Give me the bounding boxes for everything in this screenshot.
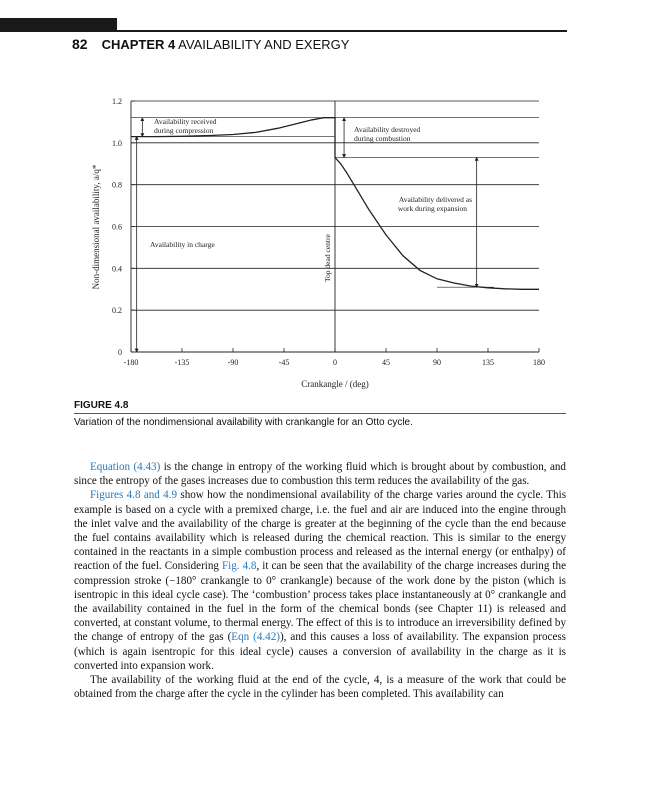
- paragraph-1: Equation (4.43) is the change in entropy of the working fluid which is brought about by combustion, and since the entropy of the gases increases due to combustion this term reduces the availability of the gas.: [74, 461, 566, 488]
- annot-delivered-line1: Availability delivered as: [398, 195, 472, 204]
- x-tick-label: -45: [278, 358, 290, 367]
- x-tick-label: 90: [433, 358, 441, 367]
- x-tick-label: 0: [333, 358, 337, 367]
- figure-caption: Variation of the nondimensional availability with crankangle for an Otto cycle.: [74, 417, 413, 428]
- page-number: 82: [72, 36, 88, 52]
- annot-delivered-line2: work during expansion: [397, 204, 467, 213]
- x-tick-label: -90: [227, 358, 239, 367]
- body-text: [74, 460, 566, 701]
- annot-destroyed-line2: during combustion: [354, 134, 411, 143]
- y-tick-label: 0.2: [112, 306, 122, 316]
- x-axis-label: Crankangle / (deg): [301, 379, 369, 389]
- annot-compression-line2: during compression: [154, 126, 214, 135]
- chart-ticks: [112, 97, 545, 367]
- chapter-label: CHAPTER 4: [101, 37, 176, 52]
- annot-compression-line1: Availability received: [154, 117, 217, 126]
- figure-label: FIGURE 4.8: [74, 400, 129, 411]
- annot-charge: Availability in charge: [150, 240, 215, 249]
- y-tick-label: 0.4: [112, 264, 122, 274]
- x-tick-label: -135: [174, 358, 190, 367]
- x-tick-label: -180: [123, 358, 139, 367]
- eqn-link[interactable]: Eqn (4.42): [231, 631, 280, 644]
- tdc-label: Top dead centre: [323, 234, 332, 282]
- paragraph-2: Figures 4.8 and 4.9 show how the nondimensional availability of the charge varies around the cycle. This example is based on a cycle with a premixed charge, i.e. the fuel and air are induced into the engine through the inlet valve and the availability of the charge is greater at the beginning of the cycle than the end because the fuel contains availability which is released during the chemical reaction. This is similar to the energy contained in the reactants in a simple combustion process and released as the internal energy (or enthalpy) of reaction of the fuel. Considering Fig. 4.8, it can be seen that the availability of the charge increases during the compression stroke (−180° crankangle to 0° crankangle) because of the work done by the piston (which is isentropic in this ideal cycle case). The ‘combustion’ process takes place instantaneously at 0° crankangle and the availability contained in the fuel in the form of the chemical bonds (see Chapter 11) is released and converted, at constant volume, to thermal energy. The effect of this is to introduce an irreversibility defined by the change of entropy of the gas (Eqn (4.42)), and this causes a loss of availability. The expansion process (which is again isentropic for this ideal cycle) causes a conversion of availability in the charge as it is converted into expansion work.: [74, 489, 567, 672]
- chapter-title: AVAILABILITY AND EXERGY: [178, 37, 350, 52]
- y-tick-label: 0.6: [112, 222, 122, 232]
- x-tick-label: 135: [482, 358, 494, 367]
- y-tick-label: 0.8: [112, 180, 122, 190]
- x-tick-label: 180: [533, 358, 545, 367]
- y-tick-label: 1.2: [112, 97, 122, 106]
- x-tick-label: 45: [382, 358, 390, 367]
- figures-link[interactable]: Figures 4.8 and 4.9: [90, 489, 178, 502]
- paragraph-3: The availability of the working fluid at the end of the cycle, 4, is a measure of the work that could be obtained from the charge after the cycle in the cylinder has been completed. This availability can: [74, 674, 566, 701]
- equation-link[interactable]: Equation (4.43): [90, 461, 161, 473]
- fig-link[interactable]: Fig. 4.8: [222, 560, 257, 573]
- y-axis-label: Non-dimensional availability, a/q*: [91, 164, 101, 290]
- figure-rule: [74, 413, 566, 414]
- annot-destroyed-line1: Availability destroyed: [354, 125, 421, 134]
- y-tick-label: 0: [118, 348, 122, 357]
- y-tick-label: 1.0: [112, 138, 122, 148]
